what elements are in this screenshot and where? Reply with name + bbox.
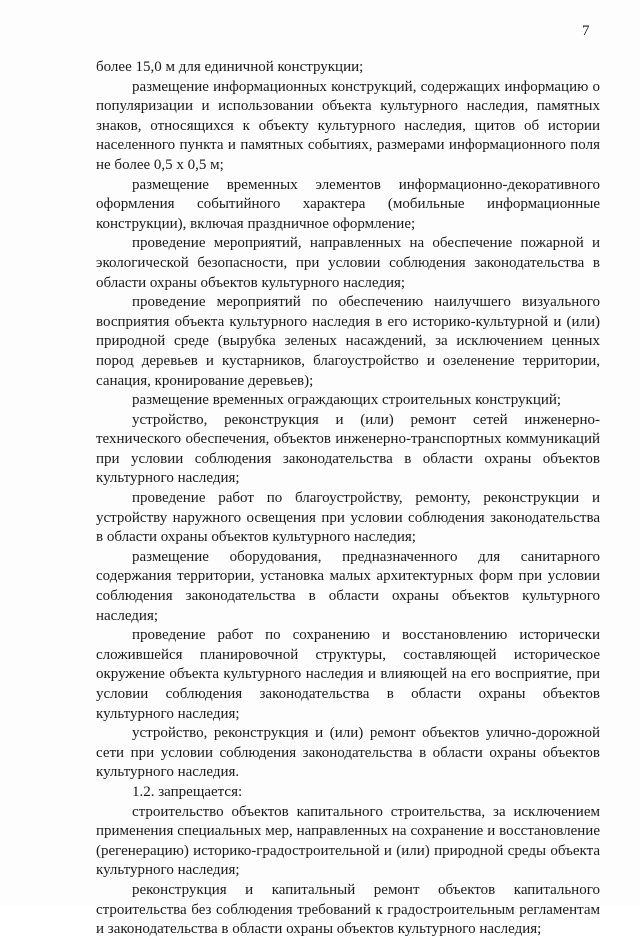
paragraph: размещение временных элементов информационно-декоративного оформления событийного характера (мобильные информационные конструкции), включая праздничное оформление;	[96, 176, 600, 232]
paragraph: устройство, реконструкция и (или) ремонт сетей инженерно-технического обеспечения, объектов инженерно-транспортных коммуникаций при условии соблюдения законодательства в области охраны объектов культурного наследия;	[96, 411, 600, 487]
paragraph: проведение работ по благоустройству, ремонту, реконструкции и устройству наружного освещения при условии соблюдения законодательства в области охраны объектов культурного наследия;	[96, 490, 600, 546]
paragraph: размещение оборудования, предназначенного для санитарного содержания территории, установка малых архитектурных форм при условии соблюдения законодательства в области охраны объектов культурного наследия;	[96, 548, 600, 624]
paragraph: проведение работ по сохранению и восстановлению исторически сложившейся планировочной структуры, составляющей историческое окружение объекта культурного наследия и влияющей на его восприятие, при условии соблюдения законодательства в области охраны объектов культурного наследия;	[96, 627, 600, 722]
paragraph: строительство объектов капитального строительства, за исключением применения специальных мер, направленных на сохранение и восстановление (регенерацию) историко-градостроительной и (или) природной среды объекта культурного наследия;	[96, 803, 600, 879]
paragraph: более 15,0 м для единичной конструкции;	[96, 59, 364, 75]
page-number: 7	[582, 23, 590, 39]
document-body	[96, 58, 600, 940]
paragraph: устройство, реконструкция и (или) ремонт объектов улично-дорожной сети при условии соблюдения законодательства в области охраны объектов культурного наследия.	[96, 725, 600, 781]
section-heading: 1.2. запрещается:	[132, 783, 243, 800]
paragraph: реконструкция и капитальный ремонт объектов капитального строительства без соблюдения требований к градостроительным регламентам и законодательства в области охраны объектов культурного наследия;	[96, 881, 600, 938]
paragraph: проведение мероприятий по обеспечению наилучшего визуального восприятия объекта культурного наследия в его историко-культурной и (или) природной среде (вырубка зеленых насаждений, за исключением ценных пород деревьев и кустарников, благоустройство и озеленение территории, санация, кронирование деревьев);	[96, 294, 600, 389]
paragraph: размещение временных ограждающих строительных конструкций;	[132, 392, 562, 409]
paragraph: размещение информационных конструкций, содержащих информацию о популяризации и использовании объекта культурного наследия, памятных знаков, относящихся к объекту культурного наследия, щитов об истории населенного пункта и памятных событиях, размерами информационного поля не более 0,5 х 0,5 м;	[96, 78, 600, 173]
paragraph: проведение мероприятий, направленных на обеспечение пожарной и экологической безопасности, при условии соблюдения законодательства в области охраны объектов культурного наследия;	[96, 235, 600, 291]
